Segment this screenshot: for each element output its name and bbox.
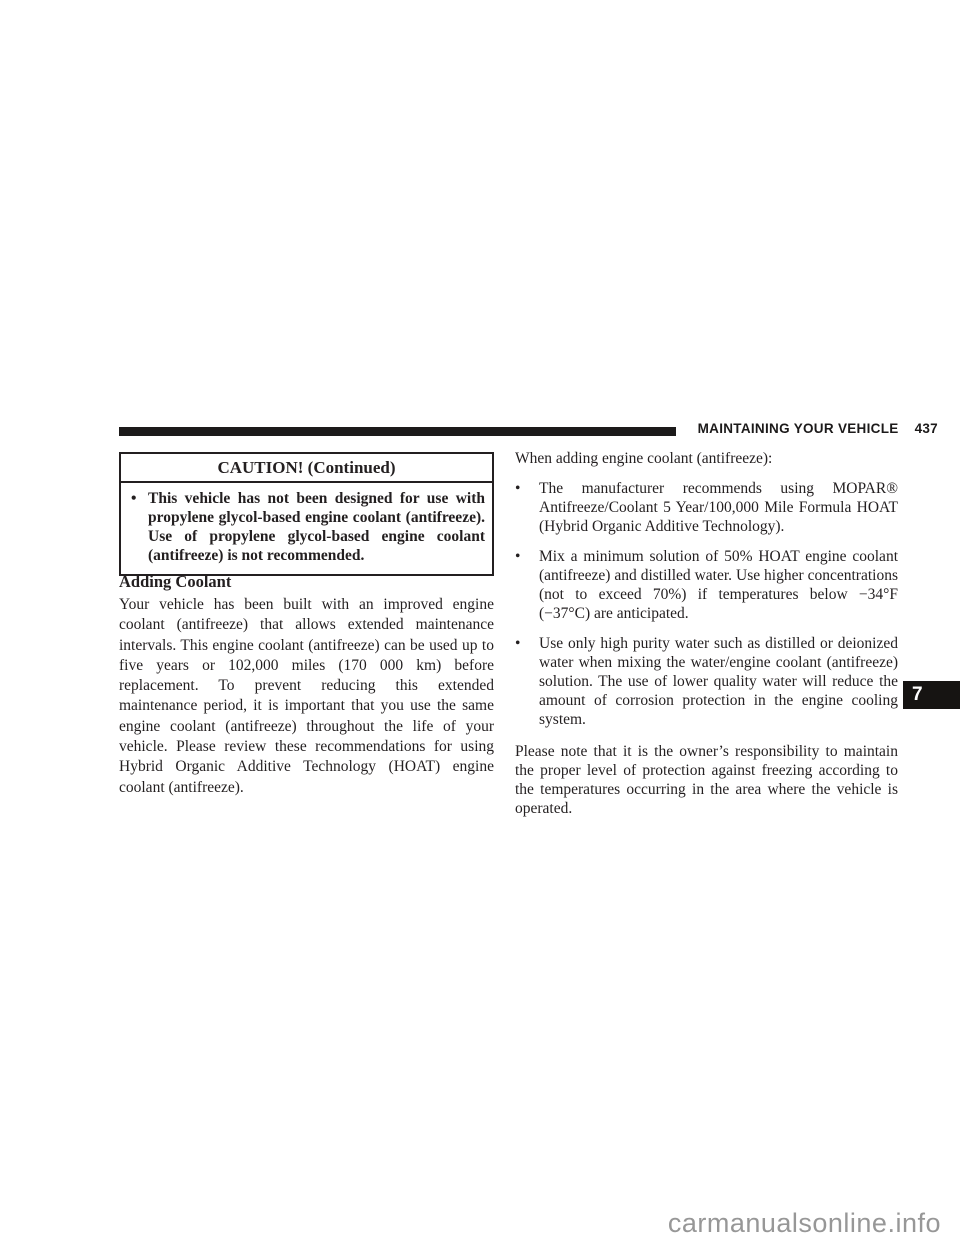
chapter-tab-label: 7 [912, 684, 923, 705]
bullet-item-mopar [515, 479, 898, 536]
header-section-title: MAINTAINING YOUR VEHICLE [697, 421, 899, 436]
caution-box [119, 452, 494, 576]
caution-bullet-text: This vehicle has not been designed for use with propylene glycol-based engine coolant (antifreeze). Use of propylene glycol-based engine coolant (antifreeze) is not recommended. [148, 490, 485, 564]
bullet-text-mix-solution: Mix a minimum solution of 50% HOAT engine coolant (antifreeze) and distilled water. Use higher concentrations (not to exceed 70%) if temperatures below −34°F (−37°C) are anticipated. [539, 548, 898, 622]
watermark-text: carmanualsonline.info [667, 1208, 941, 1238]
bullet-text-mopar: The manufacturer recommends using MOPAR® Antifreeze/Coolant 5 Year/100,000 Mile Formula HOAT (Hybrid Organic Additive Technology). [539, 480, 898, 535]
bullet-icon: • [131, 490, 137, 507]
caution-box-title: CAUTION! (Continued) [121, 454, 492, 483]
bullet-icon: • [515, 635, 521, 652]
caution-bullet-item [121, 483, 492, 574]
adding-coolant-paragraph: Your vehicle has been built with an improved engine coolant (antifreeze) that allows extended maintenance intervals. This engine coolant (antifreeze) can be used up to five years or 102,000 miles (170 000 km) before replacement. To prevent reducing this extended maintenance period, it is important that you use the same engine coolant (antifreeze) throughout the life of your vehicle. Please review these recommendations for using Hybrid Organic Additive Technology (HOAT) engine coolant (antifreeze). [119, 596, 494, 796]
bullet-item-mix-solution [515, 547, 898, 623]
closing-paragraph: Please note that it is the owner’s responsibility to maintain the proper level of protection against freezing according to the temperatures occurring in the area where the vehicle is operated. [515, 743, 898, 817]
bullet-icon: • [515, 480, 521, 497]
running-header [698, 421, 938, 436]
adding-coolant-section [119, 571, 494, 798]
header-page-number: 437 [914, 421, 938, 436]
bullet-item-water-purity [515, 634, 898, 729]
bullet-text-water-purity: Use only high purity water such as distilled or deionized water when mixing the water/engine coolant (antifreeze) solution. The use of lower quality water will reduce the amount of corrosion protection in the engine cooling system. [539, 635, 898, 728]
bullet-icon: • [515, 548, 521, 565]
chapter-tab-7 [903, 681, 960, 709]
header-rule-bar [119, 427, 676, 436]
intro-line: When adding engine coolant (antifreeze): [515, 450, 773, 467]
section-heading-adding-coolant: Adding Coolant [119, 572, 232, 591]
right-column [515, 449, 898, 818]
